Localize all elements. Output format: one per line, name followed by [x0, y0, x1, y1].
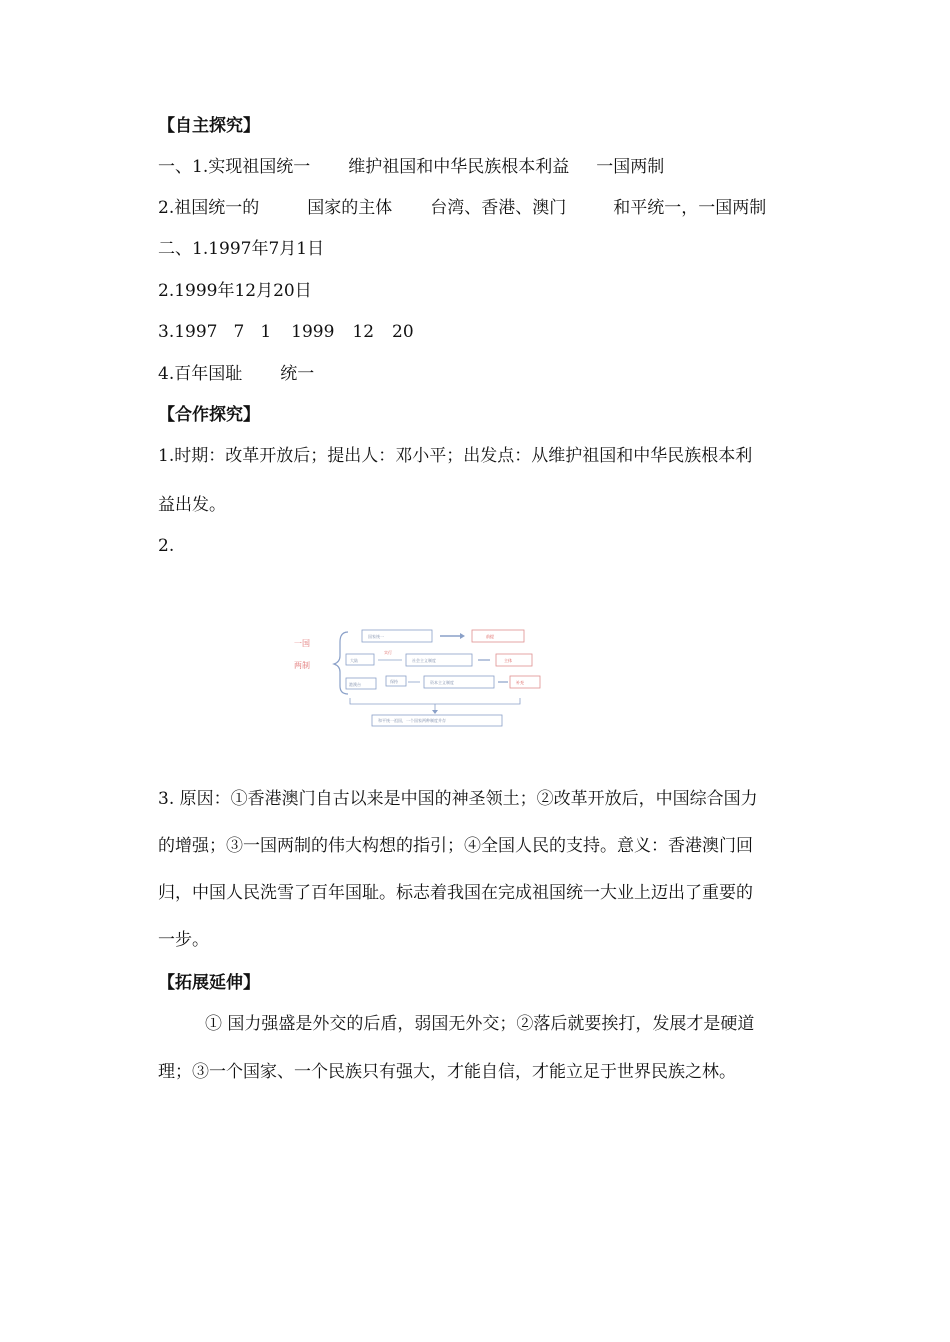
diagram-text-unity: 国家统一: [368, 634, 384, 639]
diagram-side-label-2: 两制: [294, 661, 310, 670]
diagram-text-hkmotw: 港澳台: [349, 682, 361, 687]
zizhu-l2-d: 和平统一，一国两制: [613, 198, 767, 218]
zizhu-l5-a: 3.1997: [158, 322, 218, 342]
zizhu-l1-b: 维护祖国和中华民族根本利益: [348, 157, 570, 177]
heading-zizhu-tanjiu: 【自主探究】: [158, 116, 260, 136]
tuozhan-p1-line-b: 理；③一个国家、一个民族只有强大，才能自信，才能立足于世界民族之林。: [158, 1062, 736, 1082]
zizhu-l6-a: 4.百年国耻: [158, 364, 243, 384]
tuozhan-p1-line-a: ① 国力强盛是外交的后盾，弱国无外交；②落后就要挨打，发展才是硬道: [205, 1014, 755, 1034]
diagram-box-main: [496, 654, 532, 666]
zizhu-l5-e: 12: [352, 322, 375, 342]
diagram-arrowhead-6: [432, 710, 438, 714]
diagram-text-implement: 实行: [384, 650, 392, 655]
zizhu-line-6: [158, 363, 314, 385]
zizhu-l2-b: 国家的主体: [307, 198, 393, 218]
zizhu-l1-c: 一国两制: [596, 157, 665, 177]
zizhu-line-5: [158, 321, 414, 343]
hezuo-p1-line-b: 益出发。: [158, 495, 226, 515]
hezuo-p3-line-a: 3. 原因：①香港澳门自古以来是中国的神圣领土；②改革开放后，中国综合国力: [158, 789, 758, 809]
heading-hezuo-tanjiu: 【合作探究】: [158, 405, 260, 425]
diagram-text-main: 主体: [504, 658, 512, 663]
zizhu-line-2: [158, 197, 766, 219]
hezuo-p3-line-b: 的增强；③一国两制的伟大构想的指引；④全国人民的支持。意义：香港澳门回: [158, 836, 753, 856]
hezuo-p1-line-a: 1.时期：改革开放后；提出人：邓小平；出发点：从维护祖国和中华民族根本利: [158, 446, 753, 466]
diagram-text-premise: 前提: [486, 634, 494, 639]
diagram-bottom-connector: [350, 698, 520, 704]
zizhu-l2-a: 2.祖国统一的: [158, 198, 260, 218]
zizhu-l6-b: 统一: [280, 364, 315, 384]
hezuo-p2-label: 2.: [158, 536, 175, 556]
diagram-text-supplement: 补充: [516, 680, 524, 685]
heading-tuozhan-yanshen: 【拓展延伸】: [158, 973, 260, 993]
diagram-arrowhead-1: [460, 633, 465, 639]
zizhu-line-4: 2.1999年12月20日: [158, 281, 312, 301]
zizhu-l5-c: 1: [260, 322, 272, 342]
diagram-text-socialism: 社会主义制度: [412, 658, 436, 663]
one-country-two-systems-diagram: [290, 622, 550, 742]
diagram-text-mainland: 大陆: [350, 658, 358, 663]
zizhu-l5-d: 1999: [291, 322, 335, 342]
zizhu-l2-c: 台湾、香港、澳门: [430, 198, 567, 218]
diagram-text-keep: 保持: [390, 679, 398, 684]
zizhu-line-1: [158, 156, 664, 178]
hezuo-p3-line-c: 归，中国人民洗雪了百年国耻。标志着我国在完成祖国统一大业上迈出了重要的: [158, 883, 753, 903]
diagram-text-capitalism: 资本主义制度: [430, 680, 454, 685]
hezuo-p3-line-d: 一步。: [158, 930, 209, 950]
zizhu-l5-b: 7: [233, 322, 245, 342]
zizhu-line-3: 二、1.1997年7月1日: [158, 239, 325, 259]
diagram-text-bottom: 和平统一祖国，一个国家两种制度并存: [378, 718, 446, 723]
zizhu-l5-f: 20: [392, 322, 414, 342]
diagram-box-supplement: [510, 676, 540, 688]
diagram-side-label-1: 一国: [294, 639, 310, 648]
diagram-box-premise: [472, 630, 524, 642]
zizhu-l1-a: 一、1.实现祖国统一: [158, 157, 311, 177]
